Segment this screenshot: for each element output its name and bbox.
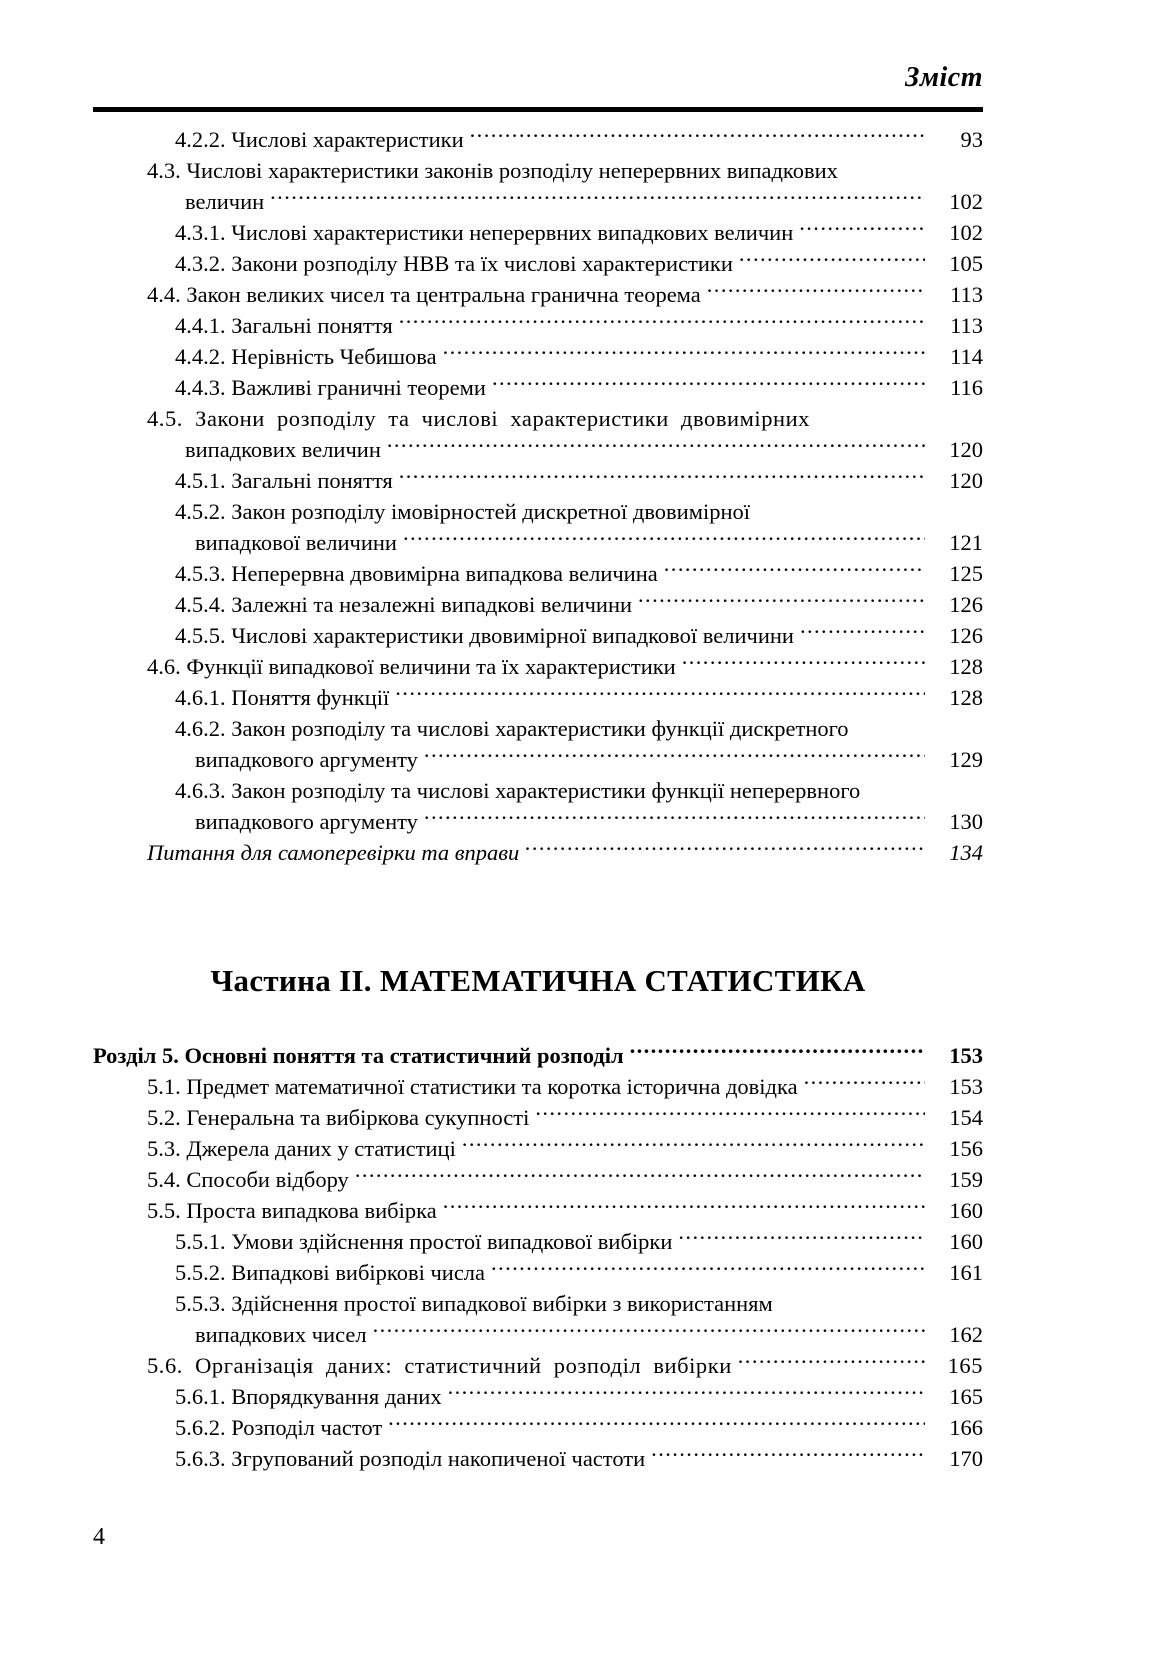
toc-entry[interactable] (175, 1443, 983, 1474)
toc-entry[interactable] (147, 837, 983, 868)
toc-entry-label: 4.5.5. Числові характеристики двовимірної випадкової величини (175, 623, 794, 648)
toc-entry-label: 4.6. Функції випадкової величини та їх характеристики (147, 654, 676, 679)
toc-entry[interactable] (175, 620, 983, 651)
toc-entry-label: 5.6. Організація даних: статистичний розподіл вибірки (147, 1353, 732, 1378)
toc-entry[interactable] (147, 1071, 983, 1102)
toc-leader-dots (403, 528, 925, 551)
toc-entry-label: випадкових величин (185, 437, 381, 462)
toc-entry-page-number: 113 (950, 282, 983, 307)
toc-entry-label: Питання для самоперевірки та вправи (147, 840, 520, 865)
toc-entry-page-number: 156 (949, 1136, 983, 1161)
toc-entry-label: випадкового аргументу (195, 747, 418, 772)
toc-entry-label: випадкового аргументу (195, 809, 418, 834)
toc-entry-label: 5.6.1. Впорядкування даних (175, 1384, 442, 1409)
toc-entry[interactable] (147, 403, 983, 434)
toc-entry-label: 5.1. Предмет математичної статистики та коротка історична довідка (147, 1074, 798, 1099)
toc-entry-label: 5.5. Проста випадкова вибірка (147, 1198, 437, 1223)
toc-entry-label: 4.4.2. Нерівність Чебишова (175, 344, 437, 369)
toc-leader-dots (388, 1413, 925, 1436)
toc-entry[interactable] (175, 124, 983, 155)
toc-entry[interactable] (175, 775, 983, 806)
toc-entry[interactable] (147, 1102, 983, 1133)
toc-leader-dots (682, 652, 925, 675)
toc-entry-page-number: 102 (949, 220, 983, 245)
toc-leader-dots (355, 1165, 925, 1188)
toc-entry-label: 4.5.2. Закон розподілу імовірностей дискретної двовимірної (175, 499, 750, 524)
toc-leader-dots (443, 342, 925, 365)
toc-entry-label: 4.6.1. Поняття функції (175, 685, 390, 710)
toc-entry-page-number: 129 (949, 747, 983, 772)
toc-entry[interactable] (195, 806, 983, 837)
toc-leader-dots (804, 1072, 925, 1095)
toc-entry[interactable] (147, 1350, 983, 1381)
toc-entry[interactable] (147, 1164, 983, 1195)
toc-entry-label: 5.2. Генеральна та вибіркова сукупності (147, 1105, 530, 1130)
toc-entry-page-number: 125 (949, 561, 983, 586)
toc-leader-dots (424, 745, 925, 768)
toc-entry-label: 4.6.2. Закон розподілу та числові характеристики функції дискретного (175, 716, 849, 741)
toc-leader-dots (491, 1258, 925, 1281)
toc-entry[interactable] (147, 1195, 983, 1226)
toc-entry[interactable] (147, 651, 983, 682)
toc-entry-label: 4.3. Числові характеристики законів розподілу неперервних випадкових (147, 158, 838, 183)
toc-entry-page-number: 121 (949, 530, 983, 555)
toc-leader-dots (738, 1351, 925, 1374)
toc-leader-dots (387, 435, 925, 458)
toc-entry[interactable] (175, 1288, 983, 1319)
toc-entry[interactable] (195, 527, 983, 558)
toc-entry-label: випадкових чисел (195, 1322, 367, 1347)
toc-entry-page-number: 161 (949, 1260, 983, 1285)
toc-entry[interactable] (175, 1226, 983, 1257)
toc-entry-label: 5.6.3. Згрупований розподіл накопиченої частоти (175, 1446, 646, 1471)
toc-entry-label: 4.4.1. Загальні поняття (175, 313, 393, 338)
toc-entry-page-number: 102 (949, 189, 983, 214)
toc-entry[interactable] (175, 248, 983, 279)
toc-entry-label: 5.5.1. Умови здійснення простої випадкової вибірки (175, 1229, 673, 1254)
toc-entry-label: 4.4.3. Важливі граничні теореми (175, 375, 486, 400)
toc-entry-label: випадкової величини (195, 530, 397, 555)
toc-leader-dots (270, 187, 925, 210)
page-number: 4 (93, 1524, 105, 1550)
toc-leader-dots (816, 404, 925, 427)
toc-entry[interactable] (175, 341, 983, 372)
toc-leader-dots (651, 1444, 925, 1467)
toc-leader-dots (678, 1227, 925, 1250)
toc-list-part2 (93, 1040, 983, 1474)
toc-entry-page-number: 153 (949, 1074, 983, 1099)
toc-entry[interactable] (147, 155, 983, 186)
toc-entry-label: 5.6.2. Розподіл частот (175, 1415, 383, 1440)
toc-entry[interactable] (195, 744, 983, 775)
header-title: Зміст (905, 62, 983, 93)
toc-entry[interactable] (175, 310, 983, 341)
toc-leader-dots (844, 156, 925, 179)
toc-entry-page-number: 165 (949, 1384, 983, 1409)
toc-list-part1 (93, 124, 983, 868)
toc-leader-dots (739, 249, 925, 272)
toc-entry-page-number: 113 (950, 313, 983, 338)
toc-entry-label: 4.5.3. Неперервна двовимірна випадкова величина (175, 561, 658, 586)
toc-entry[interactable] (175, 1412, 983, 1443)
toc-entry-page-number: 126 (949, 623, 983, 648)
toc-entry[interactable] (147, 279, 983, 310)
toc-leader-dots (756, 497, 925, 520)
running-header (93, 62, 983, 94)
toc-entry-page-number: 130 (949, 809, 983, 834)
toc-leader-dots (638, 590, 925, 613)
toc-entry-page-number: 166 (949, 1415, 983, 1440)
toc-entry-page-number: 154 (949, 1105, 983, 1130)
toc-leader-dots (448, 1382, 925, 1405)
toc-entry[interactable] (147, 1133, 983, 1164)
toc-entry-page-number: 105 (949, 251, 983, 276)
toc-leader-dots (630, 1041, 925, 1064)
toc-leader-dots (535, 1103, 925, 1126)
toc-leader-dots (424, 807, 925, 830)
toc-entry[interactable] (175, 558, 983, 589)
toc-entry-page-number: 116 (950, 375, 983, 400)
toc-leader-dots (799, 218, 925, 241)
toc-entry-page-number: 170 (949, 1446, 983, 1471)
header-rule (93, 107, 983, 112)
toc-entry-label: 5.5.3. Здійснення простої випадкової вибірки з використанням (175, 1291, 773, 1316)
toc-entry-label: Розділ 5. Основні поняття та статистичний розподіл (93, 1043, 624, 1068)
toc-entry[interactable] (175, 589, 983, 620)
toc-leader-dots (399, 466, 925, 489)
toc-entry-label: 5.4. Способи відбору (147, 1167, 349, 1192)
toc-entry-label: 5.5.2. Випадкові вибіркові числа (175, 1260, 486, 1285)
toc-entry-label: 4.2.2. Числові характеристики (175, 127, 464, 152)
toc-leader-dots (443, 1196, 925, 1219)
toc-entry[interactable] (175, 1257, 983, 1288)
toc-entry-page-number: 160 (949, 1229, 983, 1254)
toc-entry-label: 4.5. Закони розподілу та числові характеристики двовимірних (147, 406, 810, 431)
toc-leader-dots (470, 125, 925, 148)
toc-entry[interactable] (195, 1319, 983, 1350)
toc-entry-label: 4.6.3. Закон розподілу та числові характеристики функції неперервного (175, 778, 861, 803)
toc-entry[interactable] (175, 217, 983, 248)
toc-entry-label: 4.4. Закон великих чисел та центральна гранична теорема (147, 282, 701, 307)
toc-entry-page-number: 153 (949, 1043, 983, 1068)
toc-entry[interactable] (93, 1040, 983, 1071)
toc-leader-dots (707, 280, 925, 303)
toc-entry-label: 5.3. Джерела даних у статистиці (147, 1136, 456, 1161)
toc-entry-page-number: 120 (949, 437, 983, 462)
toc-entry-page-number: 93 (960, 127, 983, 152)
toc-leader-dots (866, 776, 925, 799)
toc-leader-dots (399, 311, 925, 334)
toc-entry[interactable] (175, 713, 983, 744)
toc-entry-label: 4.5.1. Загальні поняття (175, 468, 393, 493)
toc-entry[interactable] (175, 682, 983, 713)
toc-entry-page-number: 160 (949, 1198, 983, 1223)
toc-leader-dots (373, 1320, 925, 1343)
toc-entry-page-number: 159 (949, 1167, 983, 1192)
toc-entry-page-number: 114 (950, 344, 983, 369)
toc-entry-page-number: 128 (949, 685, 983, 710)
toc-entry-page-number: 128 (949, 654, 983, 679)
toc-entry-page-number: 162 (949, 1322, 983, 1347)
toc-entry-page-number: 126 (949, 592, 983, 617)
toc-entry[interactable] (175, 465, 983, 496)
toc-leader-dots (664, 559, 925, 582)
toc-leader-dots (779, 1289, 925, 1312)
toc-leader-dots (395, 683, 925, 706)
toc-entry-label: величин (185, 189, 265, 214)
toc-leader-dots (525, 838, 925, 861)
toc-entry[interactable] (185, 186, 983, 217)
toc-entry-page-number: 120 (949, 468, 983, 493)
toc-entry[interactable] (175, 372, 983, 403)
toc-entry-page-number: 134 (949, 840, 983, 865)
part-heading: Частина II. МАТЕМАТИЧНА СТАТИСТИКА (210, 963, 866, 998)
toc-entry-label: 4.5.4. Залежні та незалежні випадкові величини (175, 592, 633, 617)
toc-entry[interactable] (185, 434, 983, 465)
toc-entry[interactable] (175, 496, 983, 527)
toc-entry-page-number: 165 (947, 1353, 983, 1378)
toc-leader-dots (492, 373, 925, 396)
toc-leader-dots (800, 621, 925, 644)
toc-entry-label: 4.3.1. Числові характеристики неперервних випадкових величин (175, 220, 794, 245)
toc-entry-label: 4.3.2. Закони розподілу НВВ та їх числові характеристики (175, 251, 733, 276)
toc-entry[interactable] (175, 1381, 983, 1412)
toc-leader-dots (855, 714, 925, 737)
toc-leader-dots (462, 1134, 925, 1157)
